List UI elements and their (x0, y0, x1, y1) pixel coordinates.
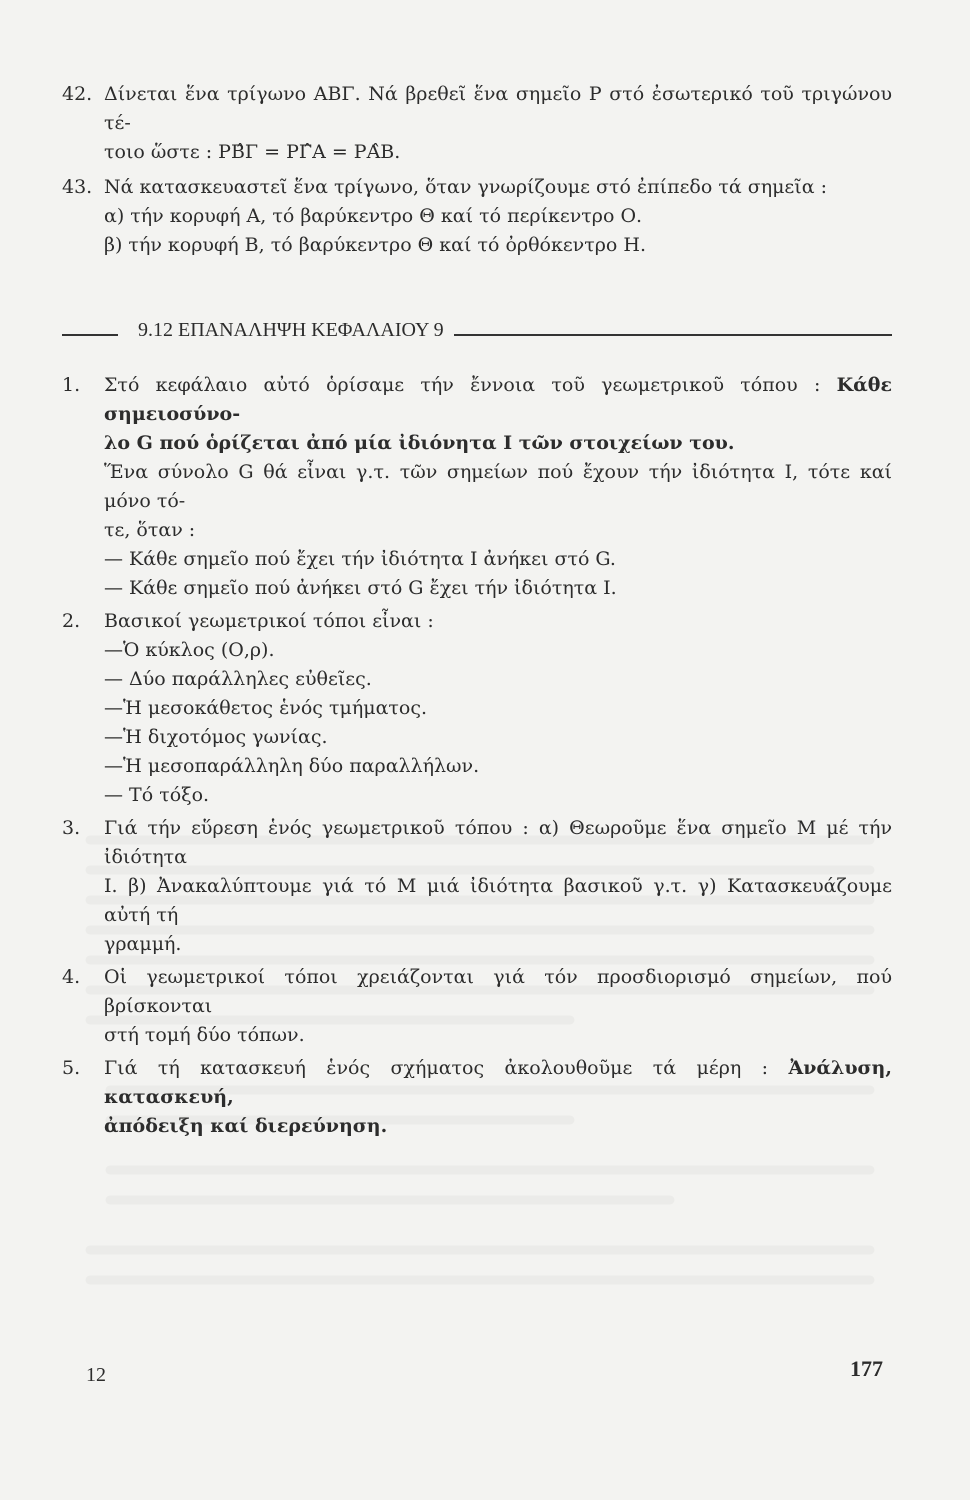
signature-mark: 12 (86, 1364, 106, 1386)
item-line: — Κάθε σημεῖο πού ἀνήκει στό G ἔχει τήν ἰδιότητα Ι. (104, 577, 617, 599)
item-text (104, 1054, 892, 1141)
exercise-line: τοιο ὥστε : ΡΒ̂Γ = ΡΓ̂Α = ΡΑ̂Β. (104, 141, 401, 163)
heading-rule-right (454, 334, 892, 336)
summary-item-1 (62, 371, 892, 603)
list-item: —Ἡ μεσοκάθετος ἑνός τμήματος. (104, 697, 428, 719)
exercise-number: 42. (62, 83, 93, 105)
summary-item-3 (62, 814, 892, 959)
item-text (104, 607, 892, 810)
exercise-42 (62, 80, 892, 167)
section-heading (62, 316, 892, 345)
item-text-bold: Ἀνάλυση, κατασκευή, (104, 1057, 892, 1108)
item-line (104, 371, 892, 429)
list-item: — Τό τόξο. (104, 784, 210, 806)
item-number: 3. (62, 817, 81, 839)
item-text (104, 814, 892, 959)
item-line: Οἱ γεωμετρικοί τόποι χρειάζονται γιά τόν προσδιορισμό σημείων, πού βρίσκονται (104, 966, 892, 1017)
item-line (104, 1054, 892, 1112)
item-intro: Βασικοί γεωμετρικοί τόποι εἶναι : (104, 610, 434, 632)
item-text-normal: Γιά τή κατασκευή ἑνός σχήματος ἀκολουθοῦμε τά μέρη : (104, 1057, 789, 1079)
page-content (62, 80, 892, 1145)
exercise-43 (62, 173, 892, 260)
item-line: γραμμή. (104, 933, 182, 955)
page-number: 177 (850, 1356, 883, 1381)
item-text-bold: Κάθε σημειοσύνο- (104, 374, 892, 425)
summary-item-2 (62, 607, 892, 810)
summary-item-4 (62, 963, 892, 1050)
heading-rule-left (62, 334, 118, 336)
summary-item-5 (62, 1054, 892, 1141)
exercise-line: β) τήν κορυφή Β, τό βαρύκεντρο Θ καί τό ὀρθόκεντρο Η. (104, 234, 647, 256)
item-line-bold: λο G πού ὁρίζεται ἀπό μία ἰδιόνητα Ι τῶν στοιχείων του. (104, 432, 735, 454)
item-line: στή τομή δύο τόπων. (104, 1024, 305, 1046)
exercise-text (104, 80, 892, 167)
exercise-number: 43. (62, 176, 93, 198)
item-text-normal: Στό κεφάλαιο αὐτό ὁρίσαμε τήν ἔννοια τοῦ γεωμετρικοῦ τόπου : (104, 374, 837, 396)
item-line: Ι. β) Ἀνακαλύπτουμε γιά τό Μ μιά ἰδιότητα βασικοῦ γ.τ. γ) Κατασκευάζουμε αὐτή τή (104, 875, 892, 926)
item-line-bold: ἀπόδειξη καί διερεύνηση. (104, 1115, 388, 1137)
exercise-line: α) τήν κορυφή Α, τό βαρύκεντρο Θ καί τό περίκεντρο Ο. (104, 205, 643, 227)
item-line: τε, ὅταν : (104, 519, 196, 541)
list-item: —Ἡ διχοτόμος γωνίας. (104, 726, 328, 748)
item-number: 1. (62, 374, 81, 396)
item-number: 5. (62, 1057, 81, 1079)
exercise-line: Νά κατασκευαστεῖ ἕνα τρίγωνο, ὅταν γνωρίζουμε στό ἐπίπεδο τά σημεῖα : (104, 176, 827, 198)
item-line: — Κάθε σημεῖο πού ἔχει τήν ἰδιότητα Ι ἀνήκει στό G. (104, 548, 616, 570)
item-number: 2. (62, 610, 81, 632)
list-item: —Ἡ μεσοπαράλληλη δύο παραλλήλων. (104, 755, 480, 777)
item-text (104, 371, 892, 603)
item-line: Γιά τήν εὕρεση ἑνός γεωμετρικοῦ τόπου : α) Θεωροῦμε ἕνα σημεῖο Μ μέ τήν ἰδιότητα (104, 817, 892, 868)
item-number: 4. (62, 966, 81, 988)
item-text (104, 963, 892, 1050)
section-title: 9.12 ΕΠΑΝΑΛΗΨΗ ΚΕΦΑΛΑΙΟΥ 9 (138, 319, 444, 341)
list-item: — Δύο παράλληλες εὐθεῖες. (104, 668, 372, 690)
exercise-text (104, 173, 892, 260)
exercise-line: Δίνεται ἕνα τρίγωνο ΑΒΓ. Νά βρεθεῖ ἕνα σημεῖο Ρ στό ἐσωτερικό τοῦ τριγώνου τέ- (104, 83, 892, 134)
item-line: Ἕνα σύνολο G θά εἶναι γ.τ. τῶν σημείων πού ἔχουν τήν ἰδιότητα Ι, τότε καί μόνο τό- (104, 461, 892, 512)
list-item: —Ὁ κύκλος (Ο,ρ). (104, 639, 275, 661)
